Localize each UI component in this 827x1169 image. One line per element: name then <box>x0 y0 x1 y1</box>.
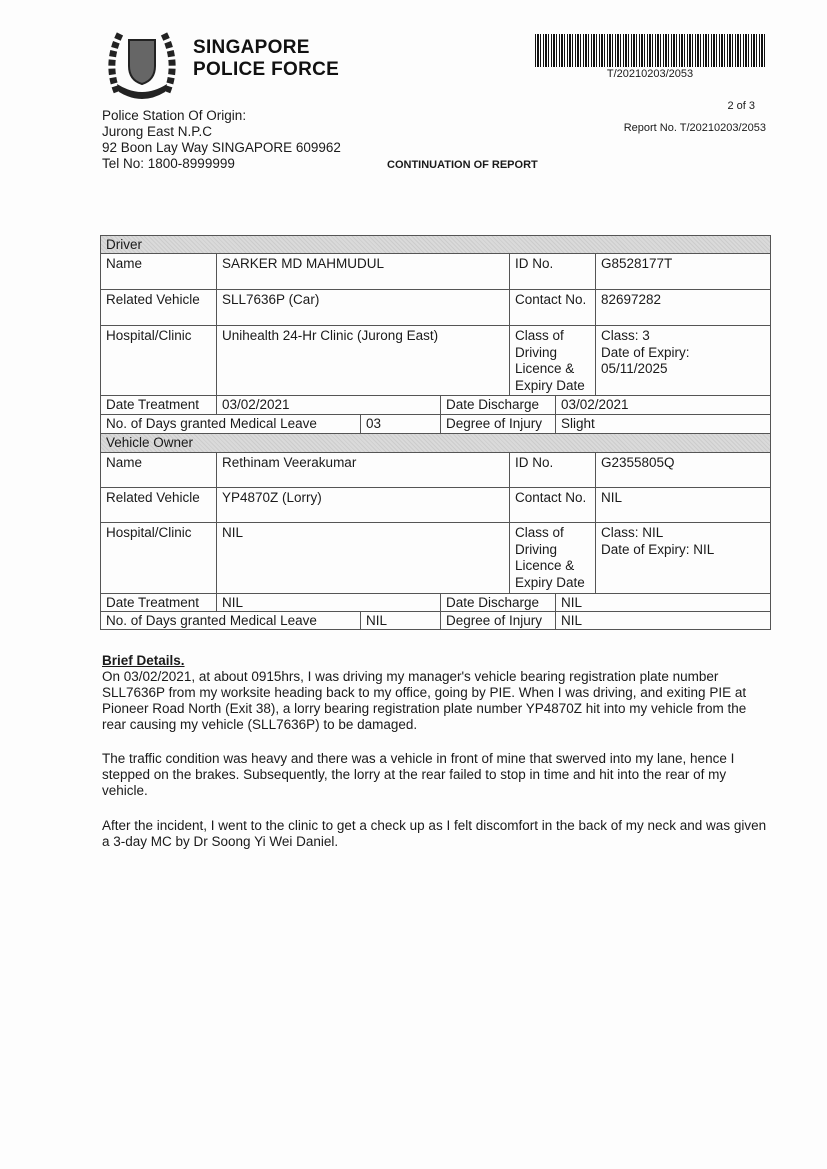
driver-expiry-label: Date of Expiry: <box>601 344 690 360</box>
owner-hospital: NIL <box>216 522 510 594</box>
label-contact: Contact No. <box>509 487 596 523</box>
label-vehicle: Related Vehicle <box>100 487 217 523</box>
owner-id: G2355805Q <box>595 452 771 488</box>
owner-licence <box>595 522 771 594</box>
label-injury: Degree of Injury <box>440 611 556 630</box>
label-date-discharge: Date Discharge <box>440 593 556 612</box>
driver-expiry: 05/11/2025 <box>601 361 668 376</box>
driver-date-treatment: 03/02/2021 <box>216 395 441 415</box>
driver-contact: 82697282 <box>595 289 771 326</box>
label-vehicle: Related Vehicle <box>100 289 217 326</box>
owner-date-treatment: NIL <box>216 593 441 612</box>
driver-licence-class: Class: 3 <box>601 328 650 343</box>
label-contact: Contact No. <box>509 289 596 326</box>
label-mc-days: No. of Days granted Medical Leave <box>100 611 361 630</box>
police-crest-logo <box>103 22 181 100</box>
driver-injury: Slight <box>555 414 771 434</box>
label-licence: Class of Driving Licence & Expiry Date <box>509 325 596 396</box>
driver-mc-days: 03 <box>360 414 441 434</box>
station-label: Police Station Of Origin: <box>102 108 247 123</box>
label-name: Name <box>100 253 217 290</box>
label-date-discharge: Date Discharge <box>440 395 556 415</box>
driver-licence <box>595 325 771 396</box>
details-paragraph-2: The traffic condition was heavy and there was a vehicle in front of mine that swerved into my lane, hence I stepped on the brakes. Subsequently, the lorry at the rear failed to stop in time and hit into the rear of my vehicle. <box>102 751 735 798</box>
label-date-treatment: Date Treatment <box>100 395 217 415</box>
owner-vehicle: YP4870Z (Lorry) <box>216 487 510 523</box>
owner-date-discharge: NIL <box>555 593 771 612</box>
owner-name: Rethinam Veerakumar <box>216 452 510 488</box>
station-name: Jurong East N.P.C <box>102 124 213 139</box>
barcode <box>535 34 765 67</box>
driver-date-discharge: 03/02/2021 <box>555 395 771 415</box>
label-licence: Class of Driving Licence & Expiry Date <box>509 522 596 594</box>
owner-expiry: Date of Expiry: NIL <box>601 541 715 557</box>
driver-id: G8528177T <box>595 253 771 290</box>
driver-vehicle: SLL7636P (Car) <box>216 289 510 326</box>
org-name-line1: SINGAPORE <box>193 37 310 58</box>
driver-hospital: Unihealth 24-Hr Clinic (Jurong East) <box>216 325 510 396</box>
owner-mc-days: NIL <box>360 611 441 630</box>
details-paragraph-3: After the incident, I went to the clinic to get a check up as I felt discomfort in the back of my neck and was given a 3-day MC by Dr Soong Yi Wei Daniel. <box>102 818 767 849</box>
report-title: CONTINUATION OF REPORT <box>387 159 538 171</box>
page-number: 2 of 3 <box>727 100 755 112</box>
details-heading: Brief Details. <box>102 653 185 668</box>
label-hospital: Hospital/Clinic <box>100 325 217 396</box>
label-hospital: Hospital/Clinic <box>100 522 217 594</box>
label-injury: Degree of Injury <box>440 414 556 434</box>
section-vehicle-owner: Vehicle Owner <box>100 433 771 453</box>
owner-injury: NIL <box>555 611 771 630</box>
label-mc-days: No. of Days granted Medical Leave <box>100 414 361 434</box>
label-id: ID No. <box>509 253 596 290</box>
station-address: 92 Boon Lay Way SINGAPORE 609962 <box>102 140 341 155</box>
barcode-number: T/20210203/2053 <box>606 68 694 80</box>
owner-licence-class: Class: NIL <box>601 525 664 540</box>
report-number: Report No. T/20210203/2053 <box>623 122 766 134</box>
section-driver: Driver <box>100 235 771 254</box>
label-date-treatment: Date Treatment <box>100 593 217 612</box>
owner-contact: NIL <box>595 487 771 523</box>
driver-name: SARKER MD MAHMUDUL <box>216 253 510 290</box>
details-paragraph-1: On 03/02/2021, at about 0915hrs, I was driving my manager's vehicle bearing registration plate number SLL7636P from my worksite heading back to my office, going by PIE. When I was driving, and exiting PIE at Pioneer Road North (Exit 38), a lorry bearing registration plate number YP4870Z hit into my vehicle from the rear causing my vehicle (SLL7636P) to be damaged. <box>102 669 747 732</box>
org-name-line2: POLICE FORCE <box>193 59 340 80</box>
label-id: ID No. <box>509 452 596 488</box>
label-name: Name <box>100 452 217 488</box>
station-tel: Tel No: 1800-8999999 <box>102 156 235 171</box>
